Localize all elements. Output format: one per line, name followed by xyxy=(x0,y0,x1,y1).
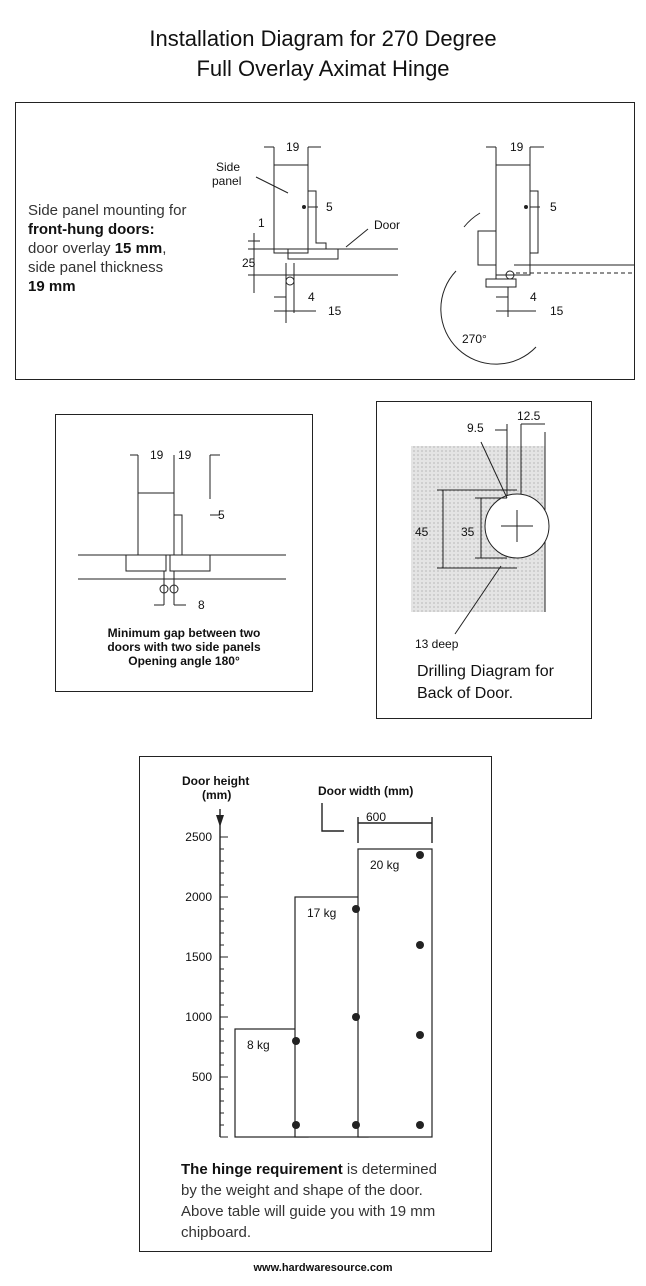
hinge-position-dot xyxy=(292,1037,300,1045)
left-dim-1: 1 xyxy=(258,216,265,230)
drilling-diagram-panel xyxy=(376,401,592,719)
right-dim-5: 5 xyxy=(550,200,557,214)
side-panel-mounting-panel xyxy=(15,102,635,380)
gap-dim-19a: 19 xyxy=(150,448,164,462)
page-title-line1: Installation Diagram for 270 Degree xyxy=(149,26,497,51)
drill-caption-2: Back of Door. xyxy=(417,685,514,702)
footer-url: www.hardwaresource.com xyxy=(253,1262,393,1274)
requirement-line3: Above table will guide you with 19 mm xyxy=(181,1203,436,1220)
drill-depth: 13 deep xyxy=(415,637,459,651)
drill-dim-12-5: 12.5 xyxy=(517,409,541,423)
gap-dim-5: 5 xyxy=(218,508,225,522)
y-tick-label: 1500 xyxy=(185,950,212,964)
zone-weight-label: 17 kg xyxy=(307,906,337,920)
y-tick-label: 2500 xyxy=(185,830,212,844)
axis-title-door-height: Door height xyxy=(182,774,250,788)
width-dim-label: 600 xyxy=(366,810,387,824)
hinge-position-dot xyxy=(416,851,424,859)
drill-dim-35: 35 xyxy=(461,525,475,539)
gap-dim-8: 8 xyxy=(198,598,205,612)
hinge-requirement-text xyxy=(181,1159,481,1243)
hinge-position-dot xyxy=(352,1121,360,1129)
zone-weight-label: 20 kg xyxy=(370,858,400,872)
y-axis-ticks xyxy=(185,830,228,1137)
desc-thickness: 19 mm xyxy=(28,278,76,295)
left-hinge-figure xyxy=(248,147,401,323)
side-label: Side xyxy=(216,160,241,174)
desc-overlay-value: 15 mm xyxy=(114,240,163,257)
desc-comma: , xyxy=(162,240,167,257)
gap-caption-2: doors with two side panels xyxy=(107,640,261,654)
drill-dim-45: 45 xyxy=(415,525,429,539)
right-dim-15: 15 xyxy=(550,304,564,318)
drilling-figure xyxy=(377,402,591,718)
requirement-rest: is determined xyxy=(342,1161,437,1178)
opening-angle: 270° xyxy=(462,332,487,346)
door-label: Door xyxy=(374,218,401,232)
desc-front-hung: front-hung doors: xyxy=(28,221,155,238)
minimum-gap-panel xyxy=(55,414,313,692)
desc-line4: side panel thickness xyxy=(28,259,164,276)
hinge-mounting-figures xyxy=(16,103,634,379)
hinge-position-dot xyxy=(416,1031,424,1039)
zone-weight-label: 8 kg xyxy=(247,1038,270,1052)
left-dim-5: 5 xyxy=(326,200,333,214)
hinge-requirement-panel xyxy=(139,756,492,1252)
width-indicator-line xyxy=(322,803,344,831)
weight-zones xyxy=(235,849,432,1137)
y-tick-label: 2000 xyxy=(185,890,212,904)
gap-caption-3: Opening angle 180° xyxy=(128,654,240,668)
desc-line1: Side panel mounting for xyxy=(28,202,187,219)
weight-zone xyxy=(358,849,432,1137)
desc-overlay-label: door overlay xyxy=(28,240,115,257)
requirement-line2: by the weight and shape of the door. xyxy=(181,1182,423,1199)
y-axis-arrow xyxy=(216,815,224,827)
right-dim-19: 19 xyxy=(510,140,524,154)
gap-dim-19b: 19 xyxy=(178,448,192,462)
axis-title-units: (mm) xyxy=(202,788,232,802)
y-tick-label: 1000 xyxy=(185,1010,212,1024)
requirement-line4: chipboard. xyxy=(181,1224,252,1241)
left-dim-19: 19 xyxy=(286,140,300,154)
hinge-position-dot xyxy=(352,1013,360,1021)
hinge-position-dot xyxy=(292,1121,300,1129)
y-tick-label: 500 xyxy=(191,1070,212,1084)
gap-caption-1: Minimum gap between two xyxy=(107,626,261,640)
drill-dim-9-5: 9.5 xyxy=(467,421,484,435)
left-dim-25: 25 xyxy=(242,256,256,270)
right-dim-4: 4 xyxy=(530,290,537,304)
hinge-position-dot xyxy=(416,1121,424,1129)
panel-label: panel xyxy=(212,174,242,188)
requirement-bold: The hinge requirement xyxy=(181,1161,343,1178)
page-title-line2: Full Overlay Aximat Hinge xyxy=(196,56,450,81)
hinge-position-dot xyxy=(416,941,424,949)
minimum-gap-figure xyxy=(56,415,312,691)
left-dim-4: 4 xyxy=(308,290,315,304)
door-width-title: Door width (mm) xyxy=(318,784,414,798)
drill-caption-1: Drilling Diagram for xyxy=(417,663,554,680)
hinge-position-dot xyxy=(352,905,360,913)
left-dim-15: 15 xyxy=(328,304,342,318)
hinge-requirement-chart xyxy=(140,757,491,1157)
